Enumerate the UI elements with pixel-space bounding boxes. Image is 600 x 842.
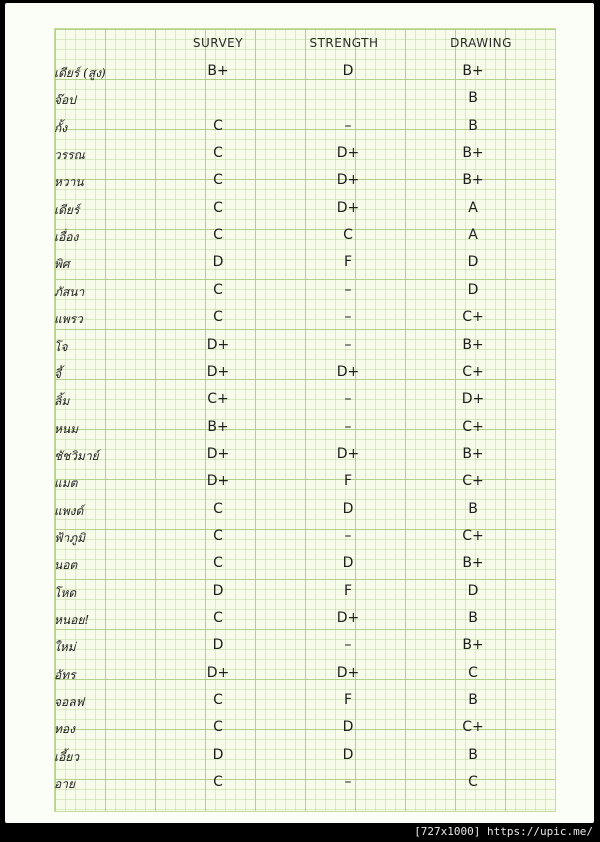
strength-grade: D+ [336,145,360,161]
student-name: เอื่อง [54,230,79,244]
survey-grade: C [213,528,223,544]
survey-grade: C [213,774,223,790]
strength-grade: – [344,282,352,298]
student-name: ฟ้าภูมิ [54,531,86,545]
student-name: เอี้ยว [54,750,80,764]
survey-grade: C+ [207,391,229,407]
drawing-grade: B+ [462,145,484,161]
student-name: โหด [54,586,77,600]
drawing-grade: D+ [461,391,485,407]
strength-grade: C [343,227,353,243]
strength-grade: F [343,692,353,708]
student-name: จ๊อป [54,93,76,107]
student-name: วรรณ [54,148,85,162]
drawing-grade: B+ [462,63,484,79]
survey-grade: C [213,200,223,216]
strength-grade: F [343,254,353,270]
student-name: เดียร์ [54,203,80,217]
strength-grade: F [343,583,353,599]
strength-grade: F [343,473,353,489]
strength-grade: D [342,63,354,79]
student-name: แมต [54,476,78,490]
survey-grade: C [213,172,223,188]
student-name: โจ [54,340,68,354]
student-name: ชัชวิมาย์ [54,449,99,463]
strength-grade: – [344,637,352,653]
survey-grade: C [213,692,223,708]
survey-grade: C [213,610,223,626]
drawing-grade: B+ [462,637,484,653]
header-strength: STRENGTH [309,36,379,50]
survey-grade: B+ [207,419,229,435]
survey-grade: C [213,145,223,161]
strength-grade: – [344,118,352,134]
image-size-caption: [727x1000] https://upic.me/ [410,824,597,840]
student-name: นอต [54,558,78,572]
survey-grade: D+ [206,337,230,353]
strength-grade: D [342,501,354,517]
survey-grade: D+ [206,473,230,489]
drawing-grade: B [468,118,478,134]
strength-grade: D+ [336,172,360,188]
strength-grade: – [344,391,352,407]
drawing-grade: B [468,501,478,517]
strength-grade: D+ [336,446,360,462]
drawing-grade: D [467,254,479,270]
student-name: จี้ [54,367,62,381]
student-name: ใหม่ [54,640,76,654]
student-name: ภัสนา [54,285,85,299]
drawing-grade: D [467,583,479,599]
drawing-grade: B [468,692,478,708]
survey-grade: D [212,254,224,270]
survey-grade: D+ [206,665,230,681]
drawing-grade: B [468,90,478,106]
student-name: อาย [54,777,75,791]
drawing-grade: C+ [462,419,484,435]
student-name: ทอง [54,722,75,736]
survey-grade: D+ [206,446,230,462]
drawing-grade: B+ [462,337,484,353]
survey-grade: C [213,555,223,571]
strength-grade: D+ [336,610,360,626]
strength-grade: D [342,555,354,571]
strength-grade: – [344,309,352,325]
strength-grade: D [342,719,354,735]
drawing-grade: B+ [462,446,484,462]
student-name: กั้ง [54,121,68,135]
strength-grade: – [344,419,352,435]
survey-grade: C [213,118,223,134]
strength-grade: D+ [336,200,360,216]
survey-grade: B+ [207,63,229,79]
drawing-grade: C+ [462,309,484,325]
survey-grade: D [212,637,224,653]
drawing-grade: C [468,774,478,790]
student-name: หวาน [54,175,84,189]
student-name: แพงด์ [54,504,84,518]
drawing-grade: C+ [462,473,484,489]
drawing-grade: D [467,282,479,298]
student-name: หนอย! [54,613,90,627]
drawing-grade: B+ [462,172,484,188]
survey-grade: D+ [206,364,230,380]
survey-grade: C [213,719,223,735]
drawing-grade: C+ [462,364,484,380]
strength-grade: D+ [336,665,360,681]
student-name: เดียร์ (สูง) [54,66,106,80]
survey-grade: D [212,583,224,599]
strength-grade: – [344,337,352,353]
header-survey: SURVEY [192,36,244,50]
strength-grade: – [344,528,352,544]
survey-grade: C [213,309,223,325]
strength-grade: D+ [336,364,360,380]
student-name: พิศ [54,257,70,271]
drawing-grade: B+ [462,555,484,571]
drawing-grade: A [468,200,478,216]
survey-grade: D [212,747,224,763]
student-name: อัทร [54,668,76,682]
survey-grade: C [213,282,223,298]
student-name: หนม [54,422,79,436]
drawing-grade: C+ [462,528,484,544]
survey-grade: C [213,501,223,517]
student-name: ลิ้ม [54,394,70,408]
student-name: แพรว [54,312,83,326]
drawing-grade: B [468,747,478,763]
student-name: จอลฟ [54,695,85,709]
survey-grade: C [213,227,223,243]
drawing-grade: B [468,610,478,626]
drawing-grade: A [468,227,478,243]
drawing-grade: C+ [462,719,484,735]
drawing-grade: C [468,665,478,681]
strength-grade: D [342,747,354,763]
header-drawing: DRAWING [450,36,512,50]
strength-grade: – [344,774,352,790]
